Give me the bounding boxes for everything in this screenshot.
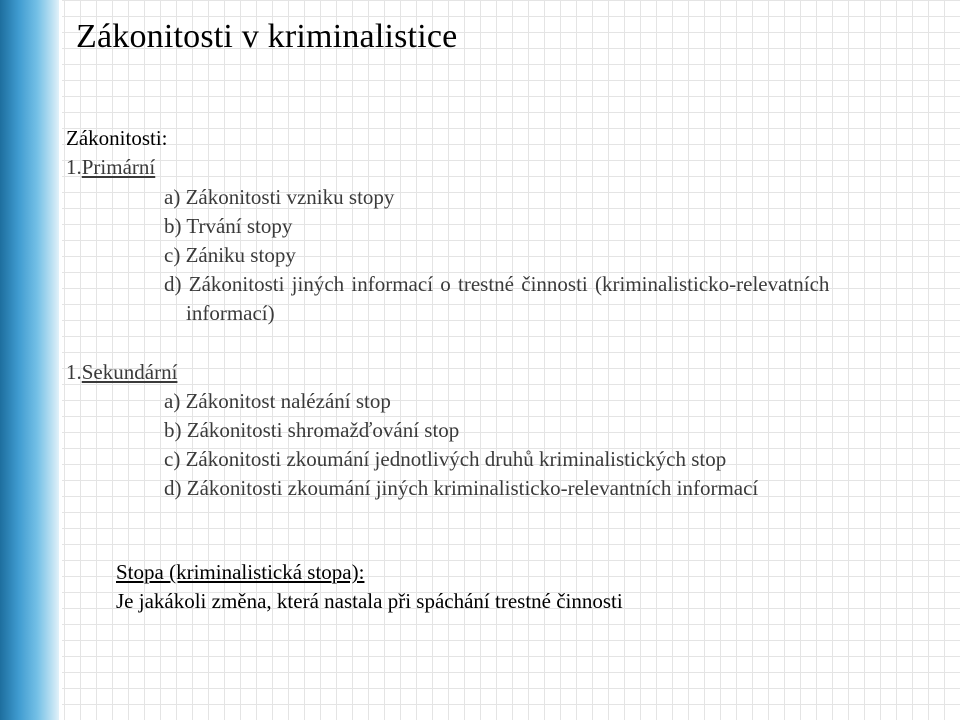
item-marker: b)	[164, 418, 182, 442]
item-marker: c)	[164, 243, 181, 267]
item-text: Zákonitosti shromažďování stop	[186, 418, 460, 442]
item-text: Zákonitosti vzniku stopy	[185, 185, 395, 209]
item-marker: d)	[164, 272, 182, 296]
primary-heading	[66, 155, 155, 179]
slide-title: Zákonitosti v kriminalistice	[76, 18, 458, 55]
list-item	[164, 272, 829, 296]
list-item-continuation: informací)	[186, 301, 275, 325]
item-marker: d)	[164, 476, 182, 500]
item-marker: c)	[164, 447, 181, 471]
definition-term: Stopa (kriminalistická stopa):	[116, 560, 365, 584]
item-text: Zániku stopy	[185, 243, 296, 267]
secondary-label: Sekundární	[81, 360, 178, 384]
item-marker: a)	[164, 185, 181, 209]
item-text: Trvání stopy	[186, 214, 293, 238]
list-item	[164, 214, 292, 238]
list-item	[164, 389, 391, 413]
primary-number: 1.	[66, 155, 82, 179]
item-text: Zákonitost nalézání stop	[185, 389, 391, 413]
definition-text: Je jakákoli změna, která nastala při spáchání trestné činnosti	[116, 589, 623, 613]
primary-label: Primární	[81, 155, 156, 179]
list-item	[164, 476, 758, 500]
list-item	[164, 185, 394, 209]
item-text: Zákonitosti zkoumání jiných kriminalisticko-relevantních informací	[186, 476, 759, 500]
secondary-number: 1.	[66, 360, 82, 384]
secondary-heading	[66, 360, 177, 384]
section-label: Zákonitosti:	[66, 126, 168, 150]
list-item	[164, 447, 726, 471]
item-text: Zákonitosti jiných informací o trestné činnosti (kriminalisticko-relevatních	[188, 272, 830, 296]
list-item	[164, 418, 459, 442]
item-marker: a)	[164, 389, 181, 413]
item-marker: b)	[164, 214, 182, 238]
decorative-side-bar	[0, 0, 62, 720]
list-item	[164, 243, 296, 267]
item-text: Zákonitosti zkoumání jednotlivých druhů kriminalistických stop	[185, 447, 727, 471]
